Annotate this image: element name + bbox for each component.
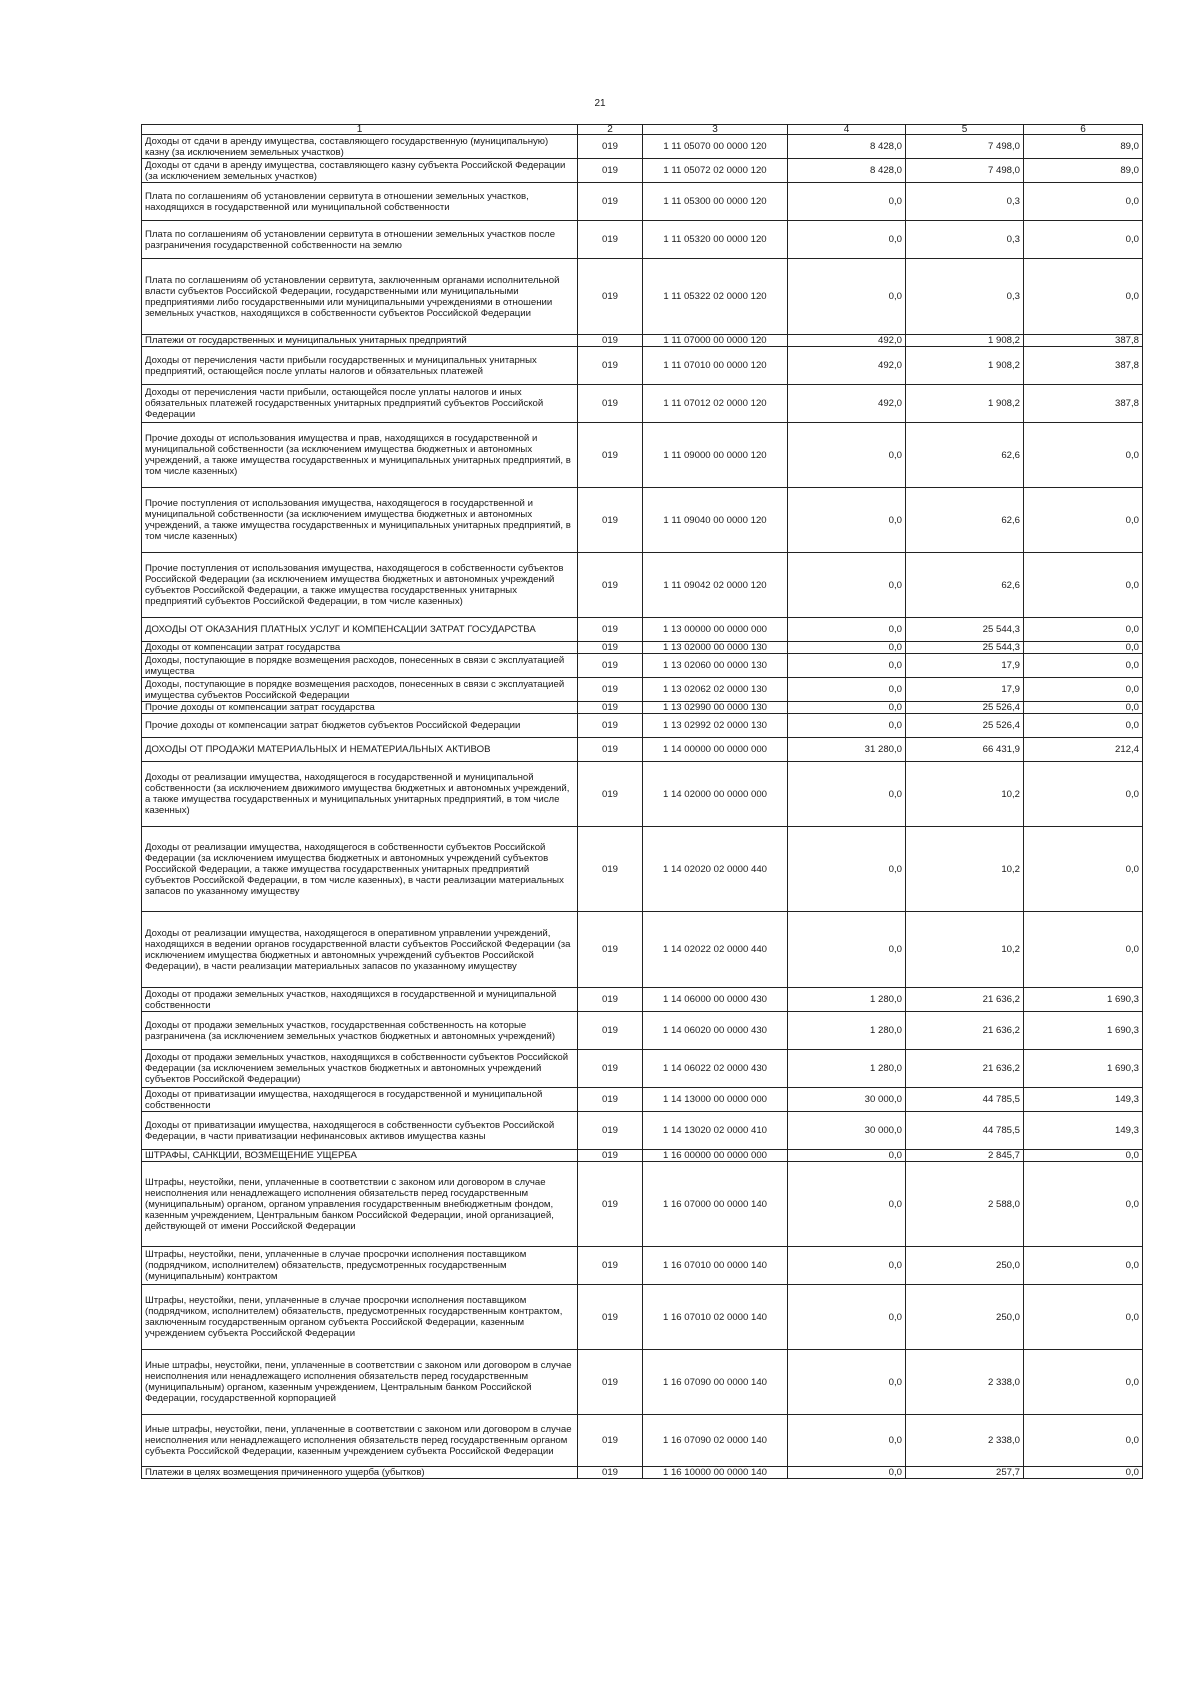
row-value-col4: 0,0 bbox=[788, 678, 906, 702]
row-value-col4: 0,0 bbox=[788, 912, 906, 988]
row-value-col4: 31 280,0 bbox=[788, 738, 906, 762]
row-value-col6: 149,3 bbox=[1024, 1112, 1143, 1150]
row-value-col4: 0,0 bbox=[788, 221, 906, 259]
row-admin-code: 019 bbox=[578, 762, 643, 827]
row-value-col5: 0,3 bbox=[906, 221, 1024, 259]
row-admin-code: 019 bbox=[578, 1285, 643, 1350]
table-body bbox=[142, 135, 1143, 1479]
row-value-col4: 0,0 bbox=[788, 827, 906, 912]
row-description: Платежи в целях возмещения причиненного ущерба (убытков) bbox=[142, 1467, 578, 1479]
row-value-col6: 1 690,3 bbox=[1024, 988, 1143, 1012]
row-admin-code: 019 bbox=[578, 654, 643, 678]
table-row bbox=[142, 1467, 1143, 1479]
row-value-col4: 0,0 bbox=[788, 1285, 906, 1350]
row-value-col6: 0,0 bbox=[1024, 221, 1143, 259]
row-budget-code: 1 14 00000 00 0000 000 bbox=[643, 738, 788, 762]
row-value-col6: 0,0 bbox=[1024, 183, 1143, 221]
table-row bbox=[142, 347, 1143, 385]
row-value-col6: 0,0 bbox=[1024, 1247, 1143, 1285]
row-budget-code: 1 14 13000 00 0000 000 bbox=[643, 1088, 788, 1112]
table-row bbox=[142, 221, 1143, 259]
row-value-col6: 0,0 bbox=[1024, 1467, 1143, 1479]
row-admin-code: 019 bbox=[578, 1088, 643, 1112]
row-budget-code: 1 14 06020 00 0000 430 bbox=[643, 1012, 788, 1050]
row-value-col6: 0,0 bbox=[1024, 553, 1143, 618]
row-value-col4: 0,0 bbox=[788, 423, 906, 488]
row-value-col5: 10,2 bbox=[906, 827, 1024, 912]
row-description: Плата по соглашениям об установлении сервитута, заключенным органами исполнительной власти субъектов Российской Федерации, государственными или муниципальными предприятиями либо государственными или муниципальными учреждениями в отношении земельных участков, находящихся в собственности субъектов Российской Федерации bbox=[142, 259, 578, 335]
row-budget-code: 1 13 02062 02 0000 130 bbox=[643, 678, 788, 702]
row-description: Доходы, поступающие в порядке возмещения расходов, понесенных в связи с эксплуатацией имущества bbox=[142, 654, 578, 678]
row-budget-code: 1 11 07000 00 0000 120 bbox=[643, 335, 788, 347]
row-value-col6: 0,0 bbox=[1024, 827, 1143, 912]
row-value-col5: 1 908,2 bbox=[906, 335, 1024, 347]
row-budget-code: 1 16 07010 02 0000 140 bbox=[643, 1285, 788, 1350]
row-description: Доходы от сдачи в аренду имущества, составляющего казну субъекта Российской Федерации (за исключением земельных участков) bbox=[142, 159, 578, 183]
row-budget-code: 1 16 07000 00 0000 140 bbox=[643, 1162, 788, 1247]
row-admin-code: 019 bbox=[578, 347, 643, 385]
row-budget-code: 1 11 05072 02 0000 120 bbox=[643, 159, 788, 183]
row-budget-code: 1 16 07090 02 0000 140 bbox=[643, 1415, 788, 1467]
row-value-col5: 2 338,0 bbox=[906, 1350, 1024, 1415]
row-value-col5: 17,9 bbox=[906, 678, 1024, 702]
row-value-col4: 0,0 bbox=[788, 1415, 906, 1467]
row-admin-code: 019 bbox=[578, 183, 643, 221]
row-value-col6: 0,0 bbox=[1024, 618, 1143, 642]
row-admin-code: 019 bbox=[578, 335, 643, 347]
row-value-col4: 0,0 bbox=[788, 642, 906, 654]
row-value-col6: 0,0 bbox=[1024, 1415, 1143, 1467]
row-value-col4: 0,0 bbox=[788, 553, 906, 618]
row-description: ШТРАФЫ, САНКЦИИ, ВОЗМЕЩЕНИЕ УЩЕРБА bbox=[142, 1150, 578, 1162]
row-description: Доходы от перечисления части прибыли, остающейся после уплаты налогов и иных обязательных платежей государственных унитарных предприятий субъектов Российской Федерации bbox=[142, 385, 578, 423]
table-row bbox=[142, 488, 1143, 553]
row-value-col6: 387,8 bbox=[1024, 335, 1143, 347]
row-description: Прочие доходы от компенсации затрат государства bbox=[142, 702, 578, 714]
row-budget-code: 1 13 02000 00 0000 130 bbox=[643, 642, 788, 654]
row-value-col4: 0,0 bbox=[788, 714, 906, 738]
row-value-col4: 0,0 bbox=[788, 618, 906, 642]
row-value-col5: 25 526,4 bbox=[906, 702, 1024, 714]
row-value-col5: 2 588,0 bbox=[906, 1162, 1024, 1247]
row-value-col6: 0,0 bbox=[1024, 702, 1143, 714]
row-admin-code: 019 bbox=[578, 135, 643, 159]
row-value-col5: 25 526,4 bbox=[906, 714, 1024, 738]
row-value-col4: 0,0 bbox=[788, 183, 906, 221]
row-admin-code: 019 bbox=[578, 1350, 643, 1415]
row-admin-code: 019 bbox=[578, 642, 643, 654]
row-budget-code: 1 16 07010 00 0000 140 bbox=[643, 1247, 788, 1285]
column-number-row bbox=[142, 125, 1143, 135]
row-value-col5: 21 636,2 bbox=[906, 988, 1024, 1012]
row-value-col4: 8 428,0 bbox=[788, 159, 906, 183]
row-admin-code: 019 bbox=[578, 1247, 643, 1285]
row-budget-code: 1 11 05322 02 0000 120 bbox=[643, 259, 788, 335]
table-row bbox=[142, 1247, 1143, 1285]
row-value-col5: 10,2 bbox=[906, 762, 1024, 827]
row-admin-code: 019 bbox=[578, 988, 643, 1012]
row-admin-code: 019 bbox=[578, 1150, 643, 1162]
row-description: Иные штрафы, неустойки, пени, уплаченные в соответствии с законом или договором в случае неисполнения или ненадлежащего исполнения обязательств перед государственным (муниципальным) органом, казенным учреждением, Центральным банком Российской Федерации, государственной корпорацией bbox=[142, 1350, 578, 1415]
table-row bbox=[142, 1415, 1143, 1467]
row-admin-code: 019 bbox=[578, 912, 643, 988]
row-value-col4: 0,0 bbox=[788, 1350, 906, 1415]
column-header: 5 bbox=[906, 125, 1024, 135]
row-value-col5: 62,6 bbox=[906, 423, 1024, 488]
row-budget-code: 1 14 02020 02 0000 440 bbox=[643, 827, 788, 912]
row-description: Доходы от приватизации имущества, находящегося в собственности субъектов Российской Федерации, в части приватизации нефинансовых активов имущества казны bbox=[142, 1112, 578, 1150]
row-value-col4: 492,0 bbox=[788, 347, 906, 385]
row-value-col6: 0,0 bbox=[1024, 1162, 1143, 1247]
row-value-col5: 66 431,9 bbox=[906, 738, 1024, 762]
row-value-col4: 30 000,0 bbox=[788, 1112, 906, 1150]
table-row bbox=[142, 762, 1143, 827]
row-value-col4: 0,0 bbox=[788, 654, 906, 678]
row-admin-code: 019 bbox=[578, 827, 643, 912]
row-admin-code: 019 bbox=[578, 1162, 643, 1247]
table-row bbox=[142, 423, 1143, 488]
table-row bbox=[142, 618, 1143, 642]
column-header: 6 bbox=[1024, 125, 1143, 135]
row-description: Плата по соглашениям об установлении сервитута в отношении земельных участков после разграничения государственной собственности на землю bbox=[142, 221, 578, 259]
row-value-col4: 1 280,0 bbox=[788, 1012, 906, 1050]
table-row bbox=[142, 159, 1143, 183]
column-header: 3 bbox=[643, 125, 788, 135]
table-row bbox=[142, 335, 1143, 347]
row-value-col5: 25 544,3 bbox=[906, 642, 1024, 654]
row-value-col6: 387,8 bbox=[1024, 347, 1143, 385]
row-value-col4: 1 280,0 bbox=[788, 1050, 906, 1088]
row-budget-code: 1 11 05320 00 0000 120 bbox=[643, 221, 788, 259]
row-admin-code: 019 bbox=[578, 1467, 643, 1479]
row-description: Доходы от реализации имущества, находящегося в собственности субъектов Российской Федерации (за исключением имущества бюджетных и автономных учреждений субъектов Российской Федерации, а также имущества государственных унитарных предприятий субъектов Российской Федерации, в том числе казенных), в части реализации материальных запасов по указанному имуществу bbox=[142, 827, 578, 912]
row-value-col6: 0,0 bbox=[1024, 678, 1143, 702]
row-value-col6: 0,0 bbox=[1024, 1285, 1143, 1350]
row-budget-code: 1 14 06000 00 0000 430 bbox=[643, 988, 788, 1012]
row-value-col6: 0,0 bbox=[1024, 488, 1143, 553]
row-budget-code: 1 13 00000 00 0000 000 bbox=[643, 618, 788, 642]
row-description: ДОХОДЫ ОТ ОКАЗАНИЯ ПЛАТНЫХ УСЛУГ И КОМПЕНСАЦИИ ЗАТРАТ ГОСУДАРСТВА bbox=[142, 618, 578, 642]
row-value-col5: 21 636,2 bbox=[906, 1012, 1024, 1050]
row-admin-code: 019 bbox=[578, 1050, 643, 1088]
row-value-col5: 250,0 bbox=[906, 1247, 1024, 1285]
row-description: Плата по соглашениям об установлении сервитута в отношении земельных участков, находящихся в государственной или муниципальной собственности bbox=[142, 183, 578, 221]
row-value-col4: 0,0 bbox=[788, 1150, 906, 1162]
row-budget-code: 1 16 10000 00 0000 140 bbox=[643, 1467, 788, 1479]
row-value-col5: 10,2 bbox=[906, 912, 1024, 988]
row-value-col4: 0,0 bbox=[788, 762, 906, 827]
row-admin-code: 019 bbox=[578, 423, 643, 488]
row-value-col5: 17,9 bbox=[906, 654, 1024, 678]
table-row bbox=[142, 259, 1143, 335]
row-value-col4: 8 428,0 bbox=[788, 135, 906, 159]
row-description: Доходы, поступающие в порядке возмещения расходов, понесенных в связи с эксплуатацией имущества субъектов Российской Федерации bbox=[142, 678, 578, 702]
row-admin-code: 019 bbox=[578, 618, 643, 642]
row-description: Доходы от реализации имущества, находящегося в оперативном управлении учреждений, находящихся в ведении органов государственной власти субъектов Российской Федерации (за исключением имущества бюджетных и автономных учреждений субъектов Российской Федерации), в части реализации материальных запасов по указанному имуществу bbox=[142, 912, 578, 988]
row-description: Штрафы, неустойки, пени, уплаченные в случае просрочки исполнения поставщиком (подрядчиком, исполнителем) обязательств, предусмотренных государственным контрактом, заключенным государственным органом субъекта Российской Федерации, казенным учреждением субъекта Российской Федерации bbox=[142, 1285, 578, 1350]
row-budget-code: 1 14 13020 02 0000 410 bbox=[643, 1112, 788, 1150]
row-value-col5: 0,3 bbox=[906, 183, 1024, 221]
row-budget-code: 1 11 09042 02 0000 120 bbox=[643, 553, 788, 618]
row-value-col5: 7 498,0 bbox=[906, 135, 1024, 159]
row-description: Доходы от перечисления части прибыли государственных и муниципальных унитарных предприятий, остающейся после уплаты налогов и обязательных платежей bbox=[142, 347, 578, 385]
row-budget-code: 1 14 06022 02 0000 430 bbox=[643, 1050, 788, 1088]
row-value-col4: 0,0 bbox=[788, 1162, 906, 1247]
row-value-col5: 62,6 bbox=[906, 488, 1024, 553]
row-value-col4: 0,0 bbox=[788, 488, 906, 553]
row-value-col6: 0,0 bbox=[1024, 423, 1143, 488]
table-row bbox=[142, 1150, 1143, 1162]
row-description: Доходы от продажи земельных участков, находящихся в собственности субъектов Российской Федерации (за исключением земельных участков бюджетных и автономных учреждений субъектов Российской Федерации) bbox=[142, 1050, 578, 1088]
table-row bbox=[142, 1112, 1143, 1150]
row-value-col5: 257,7 bbox=[906, 1467, 1024, 1479]
table-row bbox=[142, 553, 1143, 618]
row-admin-code: 019 bbox=[578, 678, 643, 702]
row-value-col6: 0,0 bbox=[1024, 654, 1143, 678]
table-row bbox=[142, 988, 1143, 1012]
row-value-col5: 44 785,5 bbox=[906, 1088, 1024, 1112]
table-row bbox=[142, 1050, 1143, 1088]
row-description: Доходы от продажи земельных участков, находящихся в государственной и муниципальной собственности bbox=[142, 988, 578, 1012]
row-value-col4: 0,0 bbox=[788, 259, 906, 335]
row-value-col6: 0,0 bbox=[1024, 642, 1143, 654]
row-value-col6: 1 690,3 bbox=[1024, 1012, 1143, 1050]
table-row bbox=[142, 827, 1143, 912]
row-value-col6: 89,0 bbox=[1024, 159, 1143, 183]
row-admin-code: 019 bbox=[578, 259, 643, 335]
row-value-col5: 7 498,0 bbox=[906, 159, 1024, 183]
row-admin-code: 019 bbox=[578, 488, 643, 553]
row-description: Платежи от государственных и муниципальных унитарных предприятий bbox=[142, 335, 578, 347]
row-admin-code: 019 bbox=[578, 738, 643, 762]
row-description: Прочие доходы от компенсации затрат бюджетов субъектов Российской Федерации bbox=[142, 714, 578, 738]
row-admin-code: 019 bbox=[578, 702, 643, 714]
row-budget-code: 1 11 09040 00 0000 120 bbox=[643, 488, 788, 553]
row-description: Иные штрафы, неустойки, пени, уплаченные в соответствии с законом или договором в случае неисполнения или ненадлежащего исполнения обязательств перед государственным органом субъекта Российской Федерации, казенным учреждением субъекта Российской Федерации bbox=[142, 1415, 578, 1467]
row-description: Доходы от сдачи в аренду имущества, составляющего государственную (муниципальную) казну (за исключением земельных участков) bbox=[142, 135, 578, 159]
row-admin-code: 019 bbox=[578, 714, 643, 738]
column-header: 1 bbox=[142, 125, 578, 135]
table-row bbox=[142, 1285, 1143, 1350]
row-value-col5: 25 544,3 bbox=[906, 618, 1024, 642]
row-value-col6: 0,0 bbox=[1024, 1150, 1143, 1162]
row-value-col4: 1 280,0 bbox=[788, 988, 906, 1012]
table-row bbox=[142, 642, 1143, 654]
row-admin-code: 019 bbox=[578, 1012, 643, 1050]
row-budget-code: 1 11 05070 00 0000 120 bbox=[643, 135, 788, 159]
table-row bbox=[142, 714, 1143, 738]
row-description: Штрафы, неустойки, пени, уплаченные в соответствии с законом или договором в случае неисполнения или ненадлежащего исполнения обязательств перед государственным (муниципальным) органом, органом управления государственным внебюджетным фондом, казенным учреждением, Центральным банком Российской Федерации, иной организацией, действующей от имени Российской Федерации bbox=[142, 1162, 578, 1247]
row-value-col5: 44 785,5 bbox=[906, 1112, 1024, 1150]
row-value-col4: 30 000,0 bbox=[788, 1088, 906, 1112]
table-row bbox=[142, 702, 1143, 714]
row-value-col5: 2 845,7 bbox=[906, 1150, 1024, 1162]
row-value-col6: 89,0 bbox=[1024, 135, 1143, 159]
row-description: Прочие доходы от использования имущества и прав, находящихся в государственной и муниципальной собственности (за исключением имущества бюджетных и автономных учреждений, а также имущества государственных и муниципальных унитарных предприятий, в том числе казенных) bbox=[142, 423, 578, 488]
row-value-col4: 492,0 bbox=[788, 385, 906, 423]
row-value-col5: 1 908,2 bbox=[906, 347, 1024, 385]
table-row bbox=[142, 738, 1143, 762]
row-budget-code: 1 14 02022 02 0000 440 bbox=[643, 912, 788, 988]
row-value-col4: 0,0 bbox=[788, 1467, 906, 1479]
row-value-col6: 149,3 bbox=[1024, 1088, 1143, 1112]
row-value-col6: 1 690,3 bbox=[1024, 1050, 1143, 1088]
row-value-col5: 0,3 bbox=[906, 259, 1024, 335]
row-description: Прочие поступления от использования имущества, находящегося в государственной и муниципальной собственности (за исключением имущества бюджетных и автономных учреждений, а также имущества государственных и муниципальных унитарных предприятий, в том числе казенных) bbox=[142, 488, 578, 553]
table-row bbox=[142, 135, 1143, 159]
row-budget-code: 1 11 09000 00 0000 120 bbox=[643, 423, 788, 488]
row-admin-code: 019 bbox=[578, 553, 643, 618]
row-description: ДОХОДЫ ОТ ПРОДАЖИ МАТЕРИАЛЬНЫХ И НЕМАТЕРИАЛЬНЫХ АКТИВОВ bbox=[142, 738, 578, 762]
row-budget-code: 1 14 02000 00 0000 000 bbox=[643, 762, 788, 827]
table-row bbox=[142, 678, 1143, 702]
row-budget-code: 1 13 02060 00 0000 130 bbox=[643, 654, 788, 678]
row-value-col4: 0,0 bbox=[788, 1247, 906, 1285]
page-number: 21 bbox=[594, 98, 606, 109]
row-description: Доходы от компенсации затрат государства bbox=[142, 642, 578, 654]
row-value-col6: 0,0 bbox=[1024, 762, 1143, 827]
row-description: Прочие поступления от использования имущества, находящегося в собственности субъектов Российской Федерации (за исключением имущества бюджетных и автономных учреждений субъектов Российской Федерации, а также имущества государственных унитарных предприятий субъектов Российской Федерации, в том числе казенных) bbox=[142, 553, 578, 618]
row-value-col5: 2 338,0 bbox=[906, 1415, 1024, 1467]
row-description: Доходы от реализации имущества, находящегося в государственной и муниципальной собственности (за исключением движимого имущества бюджетных и автономных учреждений, а также имущества государственных и муниципальных унитарных предприятий, в том числе казенных) bbox=[142, 762, 578, 827]
row-value-col4: 0,0 bbox=[788, 702, 906, 714]
row-budget-code: 1 11 07012 02 0000 120 bbox=[643, 385, 788, 423]
row-value-col4: 492,0 bbox=[788, 335, 906, 347]
table-row bbox=[142, 1012, 1143, 1050]
row-value-col6: 0,0 bbox=[1024, 259, 1143, 335]
row-description: Штрафы, неустойки, пени, уплаченные в случае просрочки исполнения поставщиком (подрядчиком, исполнителем) обязательств, предусмотренных государственным (муниципальным) контрактом bbox=[142, 1247, 578, 1285]
row-value-col6: 0,0 bbox=[1024, 1350, 1143, 1415]
row-admin-code: 019 bbox=[578, 221, 643, 259]
row-admin-code: 019 bbox=[578, 1415, 643, 1467]
row-budget-code: 1 13 02992 02 0000 130 bbox=[643, 714, 788, 738]
table-row bbox=[142, 654, 1143, 678]
table-row bbox=[142, 385, 1143, 423]
row-value-col5: 250,0 bbox=[906, 1285, 1024, 1350]
row-description: Доходы от продажи земельных участков, государственная собственность на которые разграничена (за исключением земельных участков бюджетных и автономных учреждений) bbox=[142, 1012, 578, 1050]
row-admin-code: 019 bbox=[578, 1112, 643, 1150]
row-value-col5: 62,6 bbox=[906, 553, 1024, 618]
row-budget-code: 1 16 00000 00 0000 000 bbox=[643, 1150, 788, 1162]
row-value-col5: 21 636,2 bbox=[906, 1050, 1024, 1088]
row-value-col6: 387,8 bbox=[1024, 385, 1143, 423]
row-budget-code: 1 16 07090 00 0000 140 bbox=[643, 1350, 788, 1415]
row-description: Доходы от приватизации имущества, находящегося в государственной и муниципальной собственности bbox=[142, 1088, 578, 1112]
table-row bbox=[142, 912, 1143, 988]
column-header: 4 bbox=[788, 125, 906, 135]
row-value-col6: 0,0 bbox=[1024, 912, 1143, 988]
row-budget-code: 1 13 02990 00 0000 130 bbox=[643, 702, 788, 714]
row-budget-code: 1 11 07010 00 0000 120 bbox=[643, 347, 788, 385]
table-row bbox=[142, 183, 1143, 221]
row-budget-code: 1 11 05300 00 0000 120 bbox=[643, 183, 788, 221]
row-value-col6: 0,0 bbox=[1024, 714, 1143, 738]
table-row bbox=[142, 1088, 1143, 1112]
row-admin-code: 019 bbox=[578, 159, 643, 183]
row-admin-code: 019 bbox=[578, 385, 643, 423]
table-row bbox=[142, 1350, 1143, 1415]
row-value-col5: 1 908,2 bbox=[906, 385, 1024, 423]
revenue-table bbox=[141, 124, 1143, 1479]
table-row bbox=[142, 1162, 1143, 1247]
row-value-col6: 212,4 bbox=[1024, 738, 1143, 762]
column-header: 2 bbox=[578, 125, 643, 135]
